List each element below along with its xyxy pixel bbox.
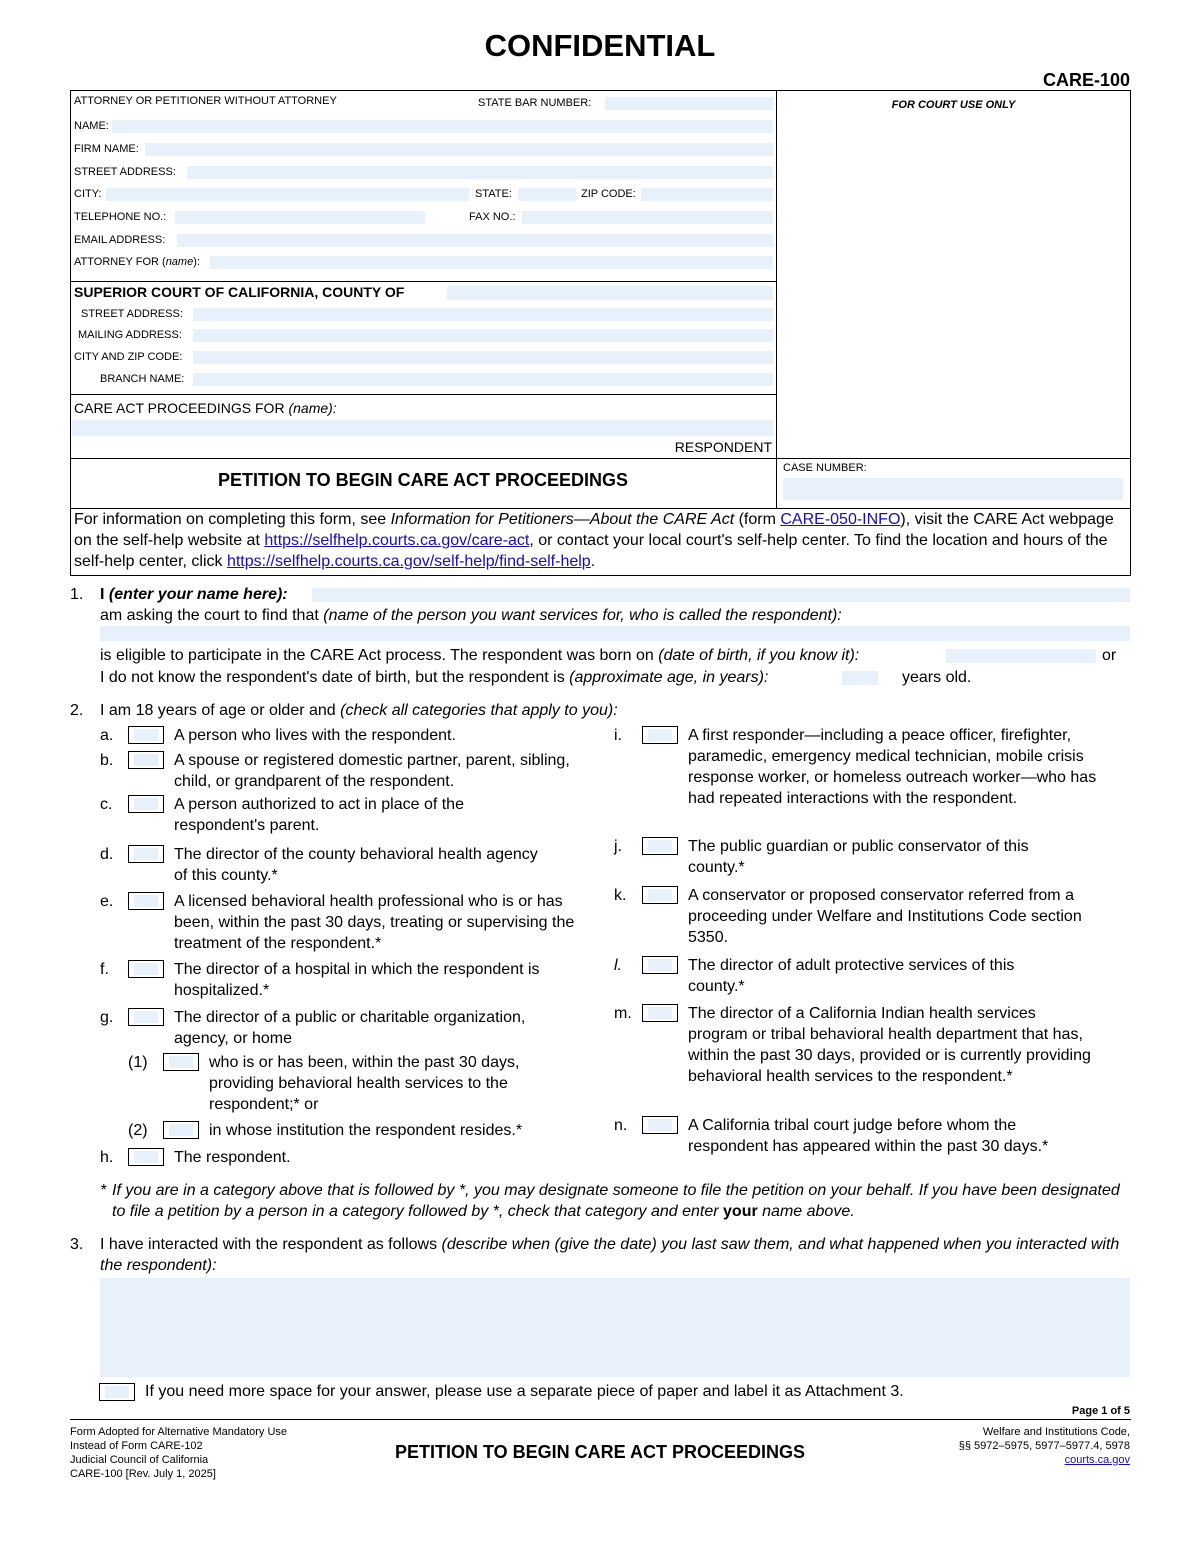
attorney-for-field[interactable] [210, 256, 773, 269]
item-3-text-hint: (describe when (give the date) you last saw them, and what happened when you interacted with the respondent): [100, 1236, 1120, 1274]
item-3-text [100, 1234, 1130, 1276]
item-1-i: I [100, 586, 105, 603]
footer-right [959, 1425, 1130, 1467]
option-m-checkbox[interactable] [642, 1004, 678, 1022]
item-1-line-2 [100, 605, 842, 626]
designation-note-star: * [100, 1182, 107, 1199]
attachment-3-text: If you need more space for your answer, please use a separate piece of paper and label it as Attachment 3. [145, 1383, 904, 1400]
item-1-line-1 [100, 584, 288, 605]
state-label: STATE: [475, 188, 512, 200]
attachment-3-checkbox[interactable] [99, 1383, 135, 1401]
attorney-for-name: name [165, 256, 194, 268]
option-m-text: The director of a California Indian health services program or tribal behavioral health department that has, within the past 30 days, provided or is currently providing behavioral health services to the respondent.* [688, 1005, 1091, 1085]
firm-label: FIRM NAME: [74, 143, 139, 155]
option-n-text: A California tribal court judge before whom the respondent has appeared within the past 30 days.* [688, 1117, 1049, 1155]
state-bar-label: STATE BAR NUMBER: [478, 97, 592, 109]
option-g2-letter: (2) [128, 1122, 148, 1139]
option-n-checkbox[interactable] [642, 1116, 678, 1134]
footer-right-line-2: §§ 5972–5975, 5977–5977.4, 5978 [958, 1440, 1130, 1452]
option-k-checkbox[interactable] [642, 886, 678, 904]
care-act-link[interactable]: https://selfhelp.courts.ca.gov/care-act [264, 532, 530, 549]
option-e-letter: e. [100, 893, 114, 910]
street-label: STREET ADDRESS: [74, 166, 176, 178]
court-mailing-field[interactable] [193, 329, 773, 342]
attorney-heading: ATTORNEY OR PETITIONER WITHOUT ATTORNEY [74, 95, 337, 107]
city-field[interactable] [106, 188, 469, 201]
item-1-or: or [1102, 647, 1117, 664]
option-n-letter: n. [614, 1117, 628, 1134]
item-3-number: 3. [70, 1236, 84, 1253]
option-j-letter: j. [614, 838, 622, 855]
court-street-label: STREET ADDRESS: [81, 308, 183, 320]
option-h-text: The respondent. [174, 1149, 291, 1166]
option-l-checkbox[interactable] [642, 956, 678, 974]
designation-note [112, 1180, 1122, 1222]
info-text-5: . [590, 553, 596, 570]
years-old-label: years old. [902, 669, 972, 686]
care-050-info-link[interactable]: CARE-050-INFO [780, 511, 901, 528]
option-b-checkbox[interactable] [128, 751, 164, 769]
option-f-letter: f. [100, 961, 109, 978]
option-b-text: A spouse or registered domestic partner, parent, sibling, child, or grandparent of the respondent. [174, 752, 570, 790]
respondent-label: RESPONDENT [674, 439, 772, 455]
proceedings-text: CARE ACT PROCEEDINGS FOR [74, 400, 285, 416]
option-k-letter: k. [614, 887, 627, 904]
state-field[interactable] [518, 188, 576, 201]
item-1-line-4-text: I do not know the respondent's date of birth, but the respondent is [100, 669, 565, 686]
item-2-number: 2. [70, 702, 84, 719]
option-i-text: A first responder—including a peace officer, firefighter, paramedic, emergency medical technician, mobile crisis response worker, or homeless outreach worker—who has had repeated interactions with the respondent. [688, 727, 1097, 807]
option-a-letter: a. [100, 727, 114, 744]
item-1-line-3-text: is eligible to participate in the CARE Act process. The respondent was born on [100, 647, 654, 664]
option-f-text: The director of a hospital in which the respondent is hospitalized.* [174, 961, 540, 999]
footer-title: PETITION TO BEGIN CARE ACT PROCEEDINGS [394, 1442, 806, 1462]
info-publication: Information for Petitioners—About the CARE Act [390, 511, 735, 528]
page-title: CONFIDENTIAL [484, 28, 716, 63]
option-g-letter: g. [100, 1009, 114, 1026]
find-self-help-link[interactable]: https://selfhelp.courts.ca.gov/self-help/find-self-help [226, 553, 591, 570]
court-heading: SUPERIOR COURT OF CALIFORNIA, COUNTY OF [74, 284, 405, 300]
option-a-text: A person who lives with the respondent. [174, 727, 456, 744]
case-number-field[interactable] [783, 478, 1123, 500]
footer-left-line-1: Form Adopted for Alternative Mandatory Use [70, 1426, 288, 1438]
option-h-letter: h. [100, 1149, 114, 1166]
form-id: CARE-100 [1042, 70, 1130, 90]
option-m-letter: m. [614, 1005, 632, 1022]
footer-divider [70, 1419, 1131, 1420]
option-c-letter: c. [100, 796, 113, 813]
option-c-checkbox[interactable] [128, 795, 164, 813]
option-j-text: The public guardian or public conservator of this county.* [688, 838, 1029, 876]
fax-field[interactable] [522, 211, 773, 224]
phone-label: TELEPHONE NO.: [74, 211, 167, 223]
fax-label: FAX NO.: [469, 211, 516, 223]
attorney-for-text: ATTORNEY FOR ( [74, 256, 166, 268]
age-field[interactable] [842, 671, 878, 685]
city-label: CITY: [74, 188, 102, 200]
item-2-intro-hint: (check all categories that apply to you): [340, 702, 618, 719]
email-field[interactable] [177, 234, 773, 247]
proceedings-label [74, 400, 337, 416]
info-text-4: , or contact your local court's self-help center. To find the location and hours of the self-help center, click [74, 532, 1108, 570]
email-label: EMAIL ADDRESS: [74, 234, 166, 246]
attorney-for-end: ): [193, 256, 200, 268]
case-number-label: CASE NUMBER: [783, 462, 867, 474]
designation-note-text-1: If you are in a category above that is followed by *, you may designate someone to file the petition on your behalf. If you have been designated to file a petition by a person in a category followed by *, check that category and enter [112, 1182, 1120, 1220]
option-k-text: A conservator or proposed conservator referred from a proceeding under Welfare and Institutions Code section 5350. [688, 887, 1082, 946]
item-3-text-main: I have interacted with the respondent as follows [100, 1236, 438, 1253]
info-text-2: (form [734, 511, 781, 528]
option-f-checkbox[interactable] [128, 960, 164, 978]
footer-left-line-4: CARE-100 [Rev. July 1, 2025] [70, 1468, 216, 1480]
court-mailing-label: MAILING ADDRESS: [78, 329, 182, 341]
option-d-letter: d. [100, 846, 114, 863]
option-l-letter: l. [614, 957, 622, 974]
courts-link[interactable]: courts.ca.gov [1064, 1454, 1130, 1466]
item-1-number: 1. [70, 586, 84, 603]
info-text-3: ), visit the CARE Act webpage on the self-help website at [74, 511, 1114, 549]
info-paragraph [74, 509, 1128, 572]
option-g1-text: who is or has been, within the past 30 days, providing behavioral health services to the respondent;* or [209, 1054, 520, 1113]
designation-note-your: your [723, 1203, 758, 1220]
item-1-line-4-hint: (approximate age, in years): [569, 669, 769, 686]
item-1-line-3-hint: (date of birth, if you know it): [658, 647, 860, 664]
option-c-text: A person authorized to act in place of the respondent's parent. [174, 796, 464, 834]
proceedings-name-hint: (name): [288, 400, 337, 416]
court-cityzip-field[interactable] [193, 351, 773, 364]
option-h-checkbox[interactable] [128, 1148, 164, 1166]
footer-right-line-1: Welfare and Institutions Code, [982, 1426, 1130, 1438]
item-2-intro [100, 700, 618, 721]
option-g2-checkbox[interactable] [163, 1121, 199, 1139]
phone-field[interactable] [175, 211, 425, 224]
footer-left-line-3: Judicial Council of California [70, 1454, 209, 1466]
designation-note-text-2: name above. [757, 1203, 855, 1220]
item-2-intro-text: I am 18 years of age or older and [100, 702, 336, 719]
name-label: NAME: [74, 120, 109, 132]
dob-field[interactable] [946, 649, 1096, 663]
court-cityzip-label: CITY AND ZIP CODE: [74, 351, 183, 363]
item-1-line-3 [100, 645, 859, 666]
state-bar-field[interactable] [605, 97, 773, 110]
county-field[interactable] [447, 286, 773, 300]
option-a-checkbox[interactable] [128, 726, 164, 744]
option-e-text: A licensed behavioral health professional who is or has been, within the past 30 days, treating or supervising the treatment of the respondent.* [174, 893, 575, 952]
court-use-label: FOR COURT USE ONLY [891, 99, 1016, 111]
firm-field[interactable] [145, 143, 773, 156]
court-street-field[interactable] [193, 308, 773, 321]
option-j-checkbox[interactable] [642, 837, 678, 855]
option-e-checkbox[interactable] [128, 892, 164, 910]
page-number: Page 1 of 5 [1071, 1405, 1130, 1417]
option-d-text: The director of the county behavioral health agency of this county.* [174, 846, 538, 884]
option-d-checkbox[interactable] [128, 845, 164, 863]
option-g-checkbox[interactable] [128, 1008, 164, 1026]
zip-label: ZIP CODE: [581, 188, 636, 200]
petition-title: PETITION TO BEGIN CARE ACT PROCEEDINGS [217, 470, 629, 490]
court-branch-label: BRANCH NAME: [100, 373, 185, 385]
option-i-checkbox[interactable] [642, 726, 678, 744]
option-g-text: The director of a public or charitable organization, agency, or home [174, 1009, 526, 1047]
attorney-for-label [74, 256, 200, 268]
item-1-line-4 [100, 667, 768, 688]
item-1-name-hint: (enter your name here): [108, 586, 288, 603]
footer-left-line-2: Instead of Form CARE-102 [70, 1440, 203, 1452]
option-l-text: The director of adult protective services of this county.* [688, 957, 1015, 995]
court-branch-field[interactable] [193, 373, 773, 386]
respondent-field[interactable] [100, 626, 1130, 641]
zip-field[interactable] [641, 188, 773, 201]
street-field[interactable] [187, 166, 773, 179]
option-i-letter: i. [614, 727, 622, 744]
petitioner-name-field[interactable] [312, 588, 1130, 602]
item-1-line-2-text: am asking the court to find that [100, 607, 319, 624]
option-g1-letter: (1) [128, 1054, 148, 1071]
item-1-line-2-hint: (name of the person you want services for, who is called the respondent): [323, 607, 842, 624]
name-field[interactable] [112, 120, 773, 133]
option-g2-text: in whose institution the respondent resides.* [209, 1122, 523, 1139]
interaction-textarea[interactable] [100, 1278, 1130, 1377]
info-text-1: For information on completing this form, see [74, 511, 391, 528]
option-b-letter: b. [100, 752, 114, 769]
respondent-name-field[interactable] [72, 420, 773, 436]
option-g1-checkbox[interactable] [163, 1053, 199, 1071]
